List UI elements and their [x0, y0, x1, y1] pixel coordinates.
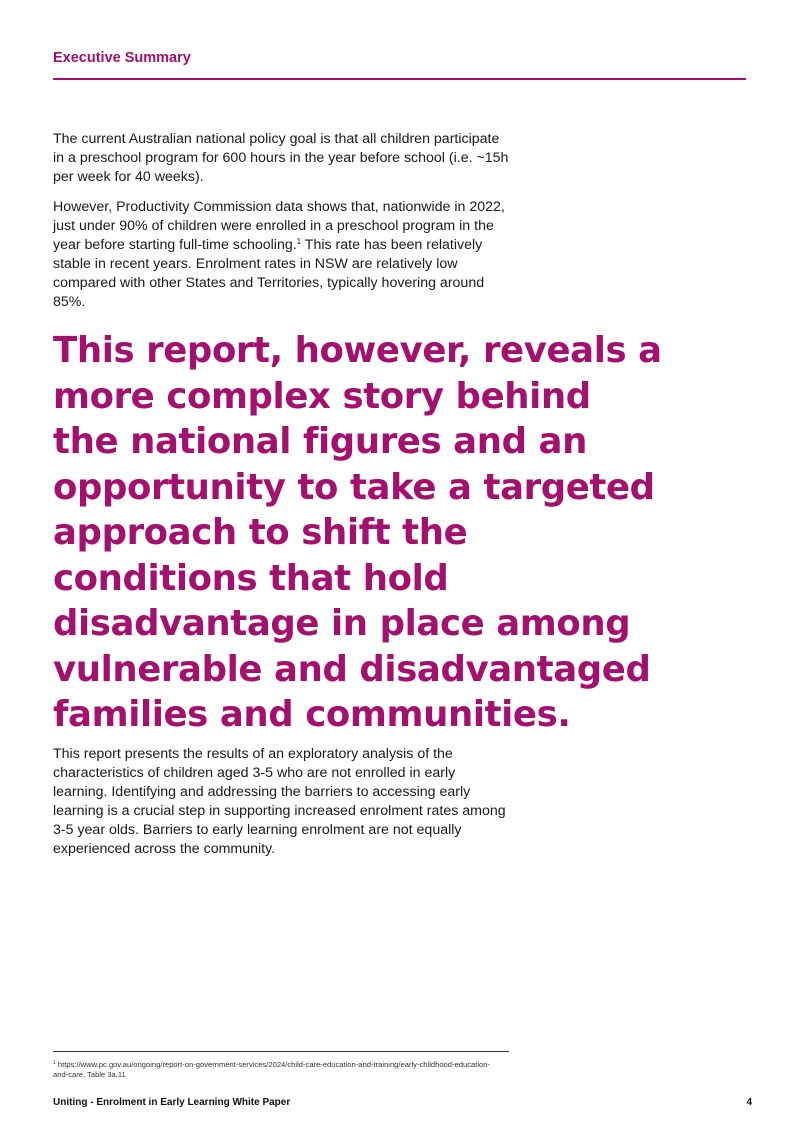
page-number: 4 [746, 1097, 752, 1108]
footnote-link[interactable]: https://www.pc.gov.au/ongoing/report-on-government-services/2024/child-care-education-and-training/early-childhood-education-and-care, Table 3a.11 [53, 1060, 490, 1079]
data-paragraph-text-1: However, Productivity Commission data shows that, nationwide in 2022, just under 90% of children were enrolled in a preschool program in the year before starting full-time schooling. [53, 199, 505, 253]
footnote-divider [53, 1051, 509, 1052]
data-paragraph [53, 198, 513, 312]
header-divider [53, 78, 746, 80]
footnote-reference[interactable]: 1 [296, 237, 302, 246]
footer-document-title: Uniting - Enrolment in Early Learning White Paper [53, 1097, 291, 1108]
data-paragraph-text-2: This rate has been relatively stable in recent years. Enrolment rates in NSW are relatively low compared with other States and Territories, typically hovering around 85%. [53, 237, 485, 310]
report-summary-paragraph: This report presents the results of an exploratory analysis of the characteristics of children aged 3-5 who are not enrolled in early learning. Identifying and addressing the barriers to accessing early learning is a crucial step in supporting increased enrolment rates among 3-5 year olds. Barriers to early learning enrolment are not equally experienced across the community. [53, 746, 506, 857]
section-title: Executive Summary [53, 50, 191, 66]
pull-quote: This report, however, reveals a more complex story behind the national figures and an opportunity to take a targeted approach to shift the conditions that hold disadvantage in place among vulnerable and disadvantaged families and communities. [53, 330, 662, 735]
intro-paragraph: The current Australian national policy goal is that all children participate in a preschool program for 600 hours in the year before school (i.e. ~15h per week for 40 weeks). [53, 131, 509, 185]
footnote [53, 1060, 493, 1080]
footnote-marker: 1 [53, 1060, 56, 1066]
